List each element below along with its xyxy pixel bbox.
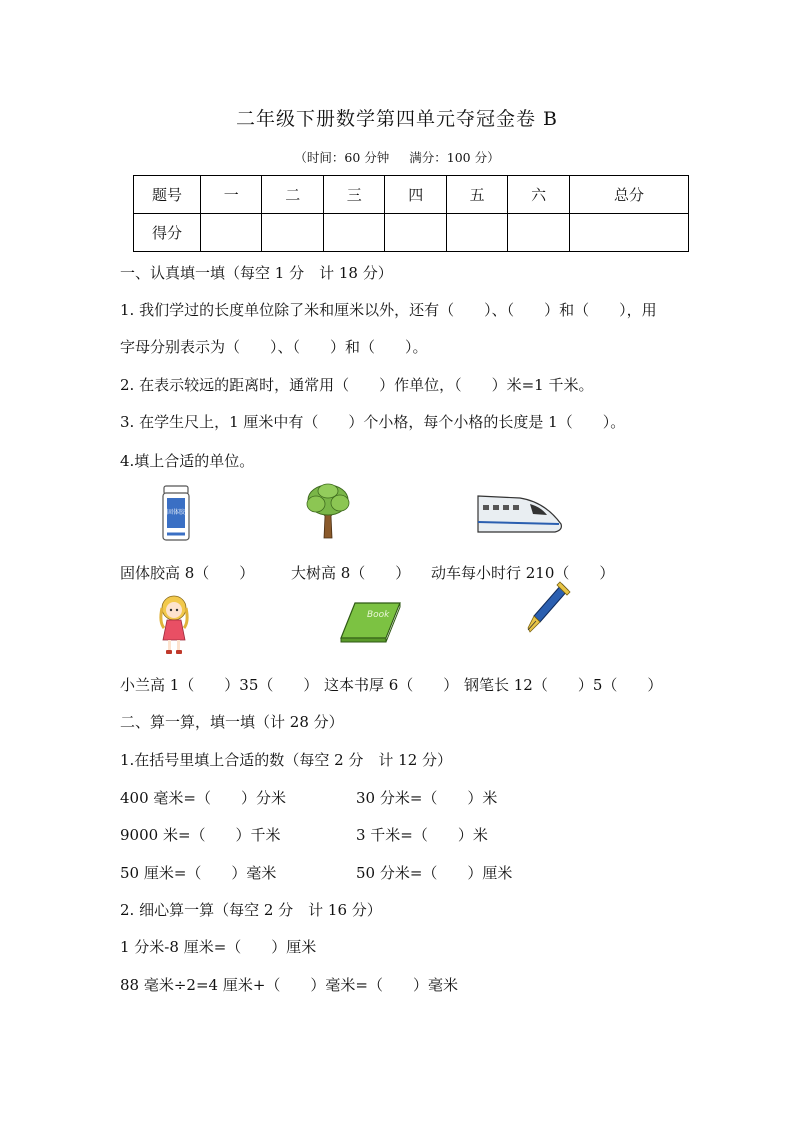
question-4: 4.填上合适的单位。	[120, 452, 255, 470]
score-header-cell: 三	[323, 176, 384, 214]
score-header-cell: 二	[262, 176, 323, 214]
full-score: 满分：100 分）	[409, 150, 500, 165]
question-2: 2. 在表示较远的距离时，通常用（ ）作单位，（ ）米=1 千米。	[120, 376, 594, 394]
book-cover-text: Book	[367, 610, 390, 620]
tree-image	[303, 482, 353, 540]
score-cell[interactable]	[323, 214, 384, 252]
unit-item-book: 这本书厚 6（ ）	[324, 676, 459, 694]
score-header-cell: 四	[385, 176, 446, 214]
score-cell[interactable]	[446, 214, 507, 252]
question-1-line2: 字母分别表示为（ ）、（ ）和（ ）。	[120, 338, 428, 356]
score-header-cell: 总分	[569, 176, 688, 214]
calc-item: 1 分米-8 厘米=（ ）厘米	[120, 938, 317, 956]
fountain-pen-image	[522, 580, 572, 636]
unit-item-pen: 钢笔长 12（ ）5（ ）	[464, 676, 663, 694]
section2-heading: 二、算一算，填一填（计 28 分）	[120, 713, 344, 731]
question-1-line1: 1. 我们学过的长度单位除了米和厘米以外，还有（ ）、（ ）和（ ），用	[120, 301, 657, 319]
score-table-header-row	[134, 176, 689, 214]
score-cell[interactable]	[201, 214, 262, 252]
conversion-item: 400 毫米=（ ）分米	[120, 789, 286, 807]
score-header-cell: 六	[508, 176, 569, 214]
bullet-train-image	[475, 490, 565, 540]
score-cell[interactable]	[262, 214, 323, 252]
section1-heading: 一、认真填一填（每空 1 分 计 18 分）	[120, 264, 393, 282]
conversion-item: 50 分米=（ ）厘米	[356, 864, 513, 882]
score-header-cell: 一	[201, 176, 262, 214]
score-table	[133, 175, 689, 252]
section2-sub2: 2. 细心算一算（每空 2 分 计 16 分）	[120, 901, 382, 919]
conversion-item: 9000 米=（ ）千米	[120, 826, 281, 844]
score-cell[interactable]	[569, 214, 688, 252]
conversion-item: 3 千米=（ ）米	[356, 826, 488, 844]
unit-item-girl: 小兰高 1（ ）35（ ）	[120, 676, 319, 694]
girl-image	[155, 594, 193, 656]
score-header-cell: 题号	[134, 176, 201, 214]
score-table-score-row	[134, 214, 689, 252]
exam-title: 二年级下册数学第四单元夺冠金卷 B	[235, 108, 558, 130]
score-row-label: 得分	[134, 214, 201, 252]
conversion-item: 50 厘米=（ ）毫米	[120, 864, 277, 882]
unit-item-glue: 固体胶高 8（ ）	[120, 564, 255, 582]
calc-item: 88 毫米÷2=4 厘米+（ ）毫米=（ ）毫米	[120, 976, 458, 994]
book-image	[337, 600, 403, 644]
score-cell[interactable]	[508, 214, 569, 252]
unit-item-train: 动车每小时行 210（ ）	[431, 564, 615, 582]
conversion-item: 30 分米=（ ）米	[356, 789, 498, 807]
glue-stick-label: 固体胶	[166, 509, 186, 516]
unit-item-tree: 大树高 8（ ）	[291, 564, 411, 582]
exam-subtitle	[0, 148, 794, 166]
score-header-cell: 五	[446, 176, 507, 214]
score-cell[interactable]	[385, 214, 446, 252]
question-3: 3. 在学生尺上，1 厘米中有（ ）个小格，每个小格的长度是 1（ ）。	[120, 413, 626, 431]
section2-sub1: 1.在括号里填上合适的数（每空 2 分 计 12 分）	[120, 751, 453, 769]
time-limit: （时间：60 分钟	[294, 150, 390, 165]
glue-stick-image	[160, 484, 192, 542]
